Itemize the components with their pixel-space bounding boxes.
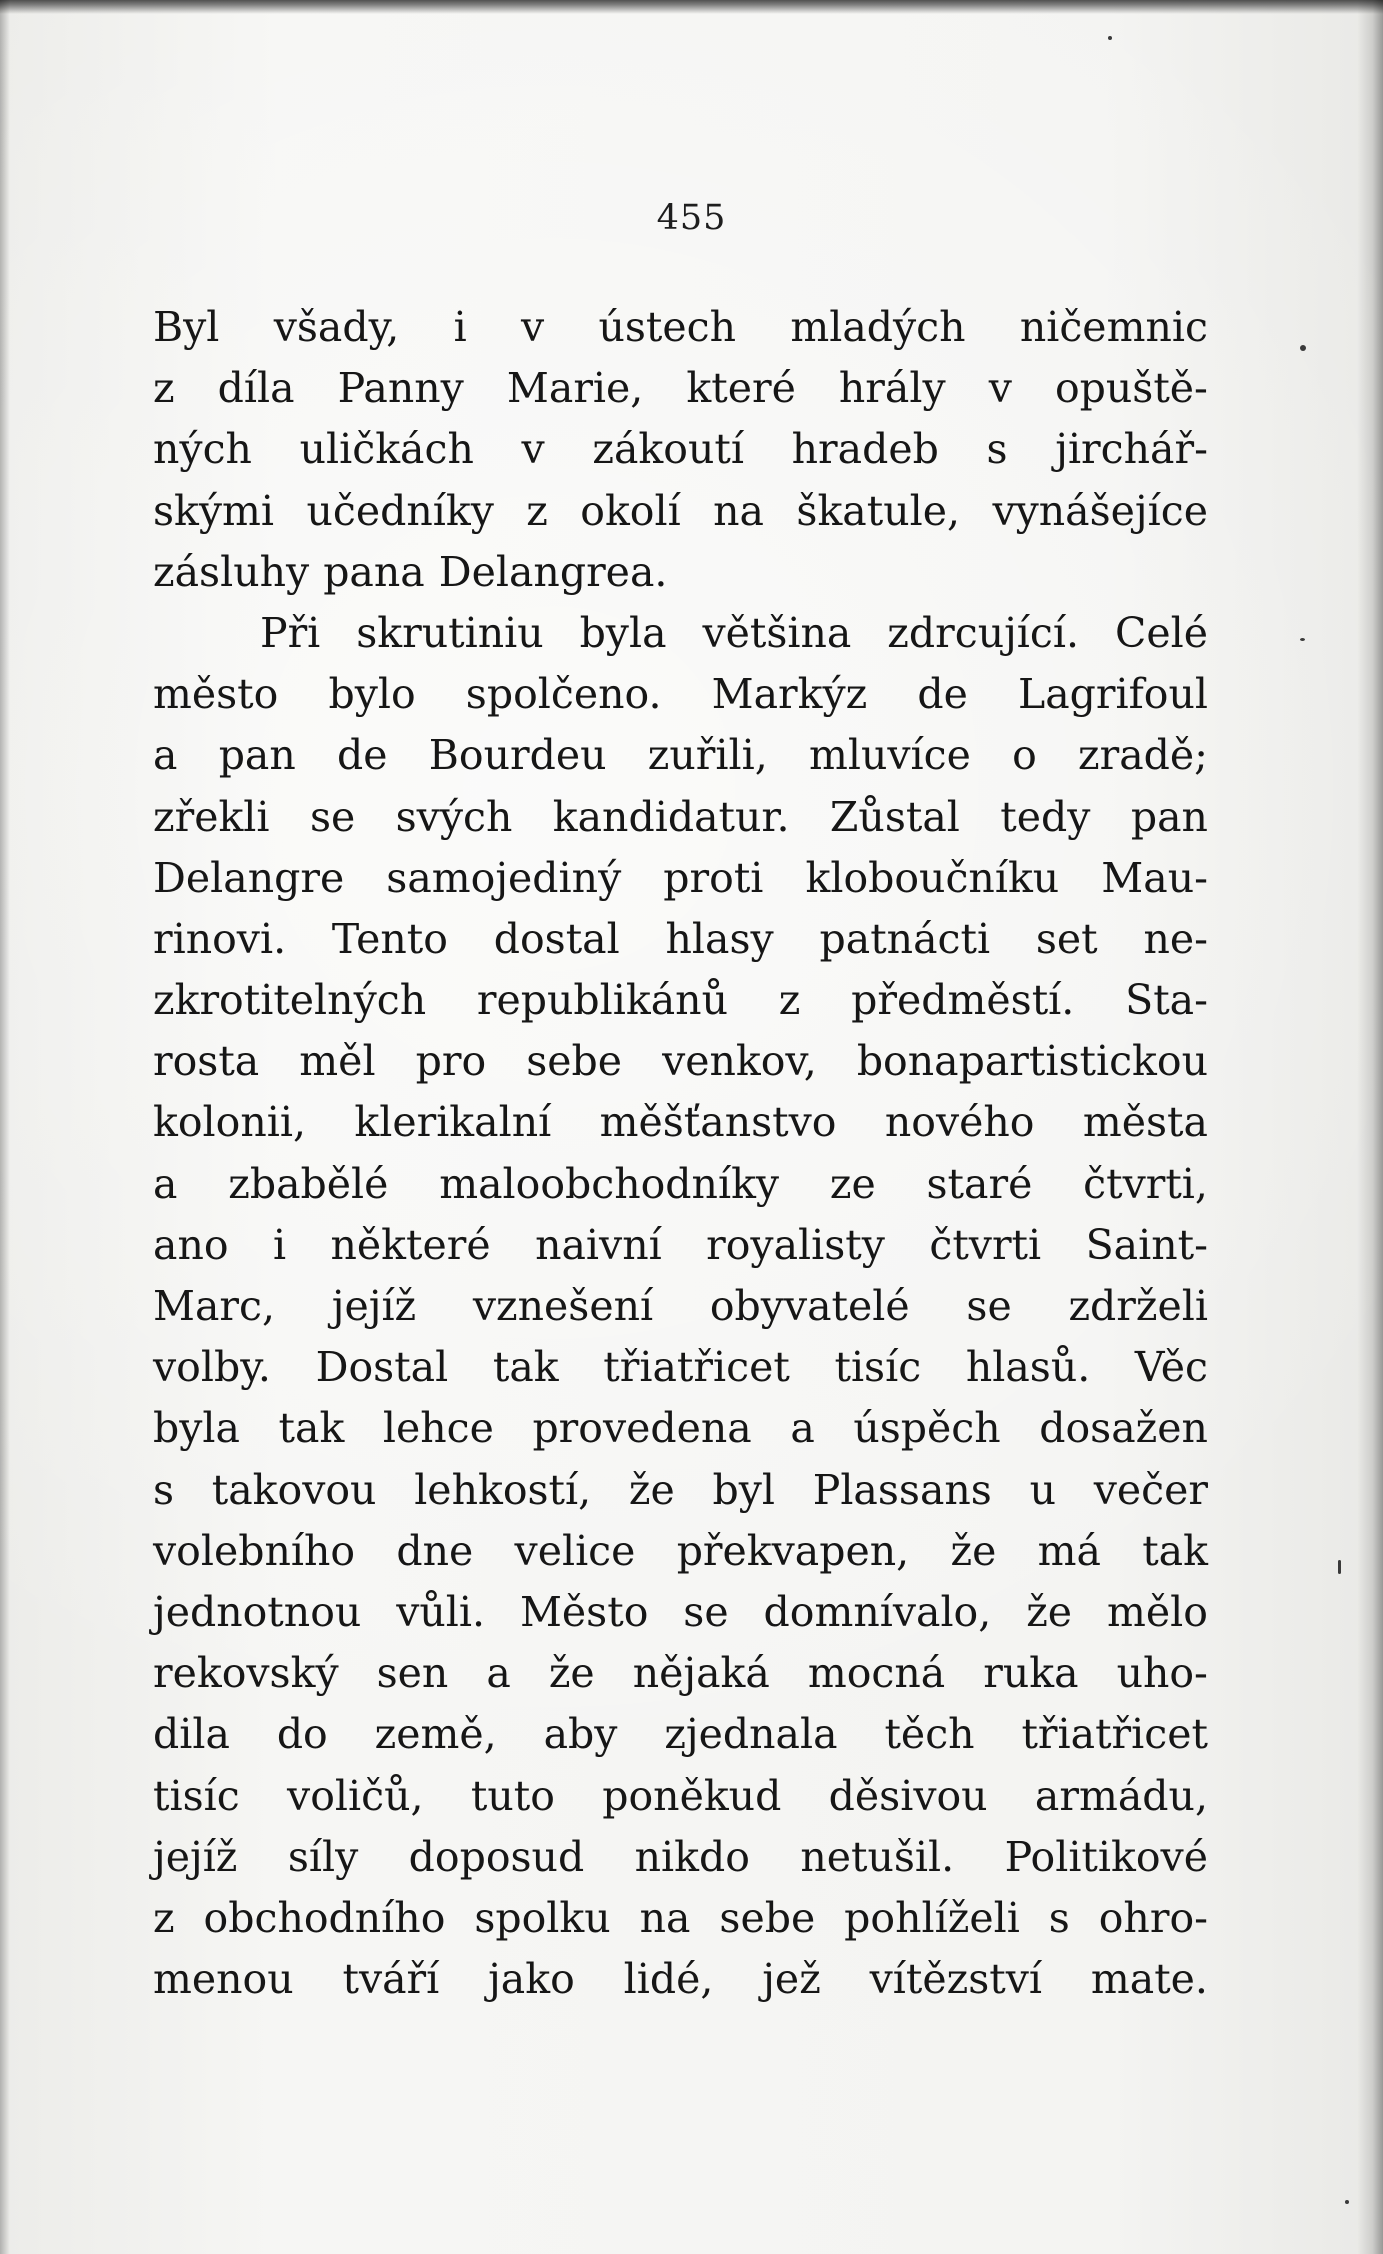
word: hlasů. bbox=[965, 1343, 1091, 1392]
word: zjednala bbox=[664, 1710, 838, 1759]
scan-speck bbox=[1300, 345, 1306, 351]
word: uličkách bbox=[299, 425, 474, 474]
word: ničemnic bbox=[1019, 303, 1208, 351]
word: tak bbox=[1142, 1526, 1208, 1575]
text-line bbox=[153, 1276, 1208, 1337]
word: okolí bbox=[580, 486, 681, 535]
word: hrály bbox=[838, 364, 946, 413]
word: zákoutí bbox=[592, 425, 744, 474]
word: i bbox=[453, 303, 467, 351]
word: doposud bbox=[408, 1832, 585, 1881]
word: tedy bbox=[1000, 792, 1091, 841]
word: spolku bbox=[474, 1893, 611, 1942]
word: set bbox=[1035, 914, 1098, 963]
text-line bbox=[153, 1521, 1208, 1582]
text-line bbox=[153, 1460, 1208, 1521]
word: rinovi. bbox=[153, 914, 287, 963]
word: Celé bbox=[1114, 608, 1208, 657]
word: Dostal bbox=[315, 1343, 449, 1392]
word: díla bbox=[217, 364, 295, 413]
word: Zůstal bbox=[829, 792, 960, 841]
word: dostal bbox=[493, 914, 620, 963]
word: maloobchodníky bbox=[439, 1159, 780, 1208]
word: pan bbox=[218, 731, 296, 780]
word: dne bbox=[396, 1526, 474, 1575]
word: sebe bbox=[526, 1037, 623, 1086]
word: Věc bbox=[1134, 1343, 1208, 1392]
word: ných bbox=[153, 425, 252, 474]
word: aby bbox=[543, 1710, 618, 1759]
word: a bbox=[153, 731, 178, 780]
word: večer bbox=[1093, 1465, 1208, 1514]
word: o bbox=[1012, 731, 1037, 780]
page-right-edge-shadow bbox=[1357, 0, 1383, 2254]
word: Město bbox=[519, 1587, 649, 1636]
word: jako bbox=[488, 1955, 575, 2004]
word: nikdo bbox=[634, 1832, 750, 1881]
word: většina bbox=[702, 608, 852, 657]
word: zdrcující. bbox=[887, 608, 1080, 657]
text-line bbox=[153, 664, 1208, 725]
word: tak bbox=[278, 1404, 345, 1453]
word: překvapen, bbox=[676, 1526, 910, 1575]
word: v bbox=[988, 364, 1012, 413]
word: že bbox=[950, 1526, 997, 1575]
word: pro bbox=[415, 1037, 487, 1086]
word: de bbox=[917, 670, 968, 719]
word: byl bbox=[712, 1465, 776, 1514]
word: zuřili, bbox=[647, 731, 768, 780]
word: ústech bbox=[598, 303, 737, 351]
word: s bbox=[153, 1465, 175, 1514]
word: tisíc bbox=[834, 1343, 922, 1392]
word: třiatřicet bbox=[1021, 1710, 1208, 1759]
word: Delangre bbox=[153, 853, 345, 902]
word: do bbox=[276, 1710, 328, 1759]
word: u bbox=[1029, 1465, 1056, 1514]
word: má bbox=[1037, 1526, 1101, 1575]
word: naivní bbox=[535, 1220, 662, 1269]
word: se bbox=[683, 1587, 729, 1636]
word: tváří bbox=[342, 1955, 440, 2004]
text-line bbox=[153, 419, 1208, 480]
word: pan bbox=[1130, 792, 1208, 841]
word: nějaká bbox=[632, 1649, 770, 1698]
word: na bbox=[713, 486, 764, 535]
text-line bbox=[153, 909, 1208, 970]
word: netušil. bbox=[800, 1832, 955, 1881]
word: vůli. bbox=[396, 1587, 486, 1636]
word: obchodního bbox=[203, 1893, 446, 1942]
word: města bbox=[1082, 1098, 1208, 1147]
text-line bbox=[153, 358, 1208, 419]
word: domnívalo, bbox=[763, 1587, 992, 1636]
word: sen bbox=[376, 1649, 449, 1698]
word: lehce bbox=[382, 1404, 494, 1453]
text-line bbox=[153, 787, 1208, 848]
word: jež bbox=[762, 1955, 821, 2004]
word: čtvrti, bbox=[1083, 1159, 1208, 1208]
word: mělo bbox=[1106, 1587, 1208, 1636]
word: Delangrea. bbox=[438, 547, 668, 596]
word: klerikalní bbox=[354, 1098, 552, 1147]
word: velice bbox=[514, 1526, 636, 1575]
text-line bbox=[153, 1766, 1208, 1827]
word: těch bbox=[884, 1710, 975, 1759]
word: země, bbox=[374, 1710, 497, 1759]
word: voličů, bbox=[287, 1771, 424, 1820]
word: dila bbox=[153, 1710, 230, 1759]
word: zdrželi bbox=[1068, 1282, 1208, 1330]
word: ohro- bbox=[1098, 1893, 1208, 1942]
word: ze bbox=[829, 1159, 876, 1208]
word: vítězství bbox=[869, 1955, 1043, 2004]
text-line bbox=[153, 970, 1208, 1031]
word: skými bbox=[153, 486, 275, 535]
word: Panny bbox=[337, 364, 464, 413]
word: de bbox=[337, 731, 388, 780]
text-line bbox=[153, 1215, 1208, 1276]
word: Byl bbox=[153, 303, 220, 351]
word: opuště- bbox=[1054, 364, 1208, 413]
word: pana bbox=[323, 547, 425, 596]
word: nového bbox=[884, 1098, 1035, 1147]
word: z bbox=[526, 486, 548, 535]
text-line bbox=[153, 1827, 1208, 1888]
word: Marc, bbox=[153, 1282, 276, 1330]
word: kandidatur. bbox=[552, 792, 790, 841]
word: Sta- bbox=[1125, 976, 1208, 1025]
page-top-edge-shadow bbox=[0, 0, 1383, 14]
scan-speck bbox=[1345, 2200, 1349, 2204]
word: Tento bbox=[331, 914, 448, 963]
word: Markýz bbox=[711, 670, 868, 719]
scan-speck bbox=[1338, 1560, 1341, 1574]
word: i bbox=[272, 1220, 287, 1269]
word: rekovský bbox=[153, 1649, 339, 1698]
word: mate. bbox=[1090, 1955, 1208, 2004]
word: se bbox=[966, 1282, 1012, 1330]
word: rosta bbox=[153, 1037, 260, 1086]
word: síly bbox=[287, 1832, 359, 1881]
word: jejíž bbox=[331, 1282, 417, 1330]
word: zásluhy bbox=[153, 547, 310, 596]
word: Mau- bbox=[1101, 853, 1208, 902]
word: Marie, bbox=[506, 364, 644, 413]
word: provedena bbox=[532, 1404, 752, 1453]
text-line bbox=[153, 1949, 1208, 2010]
word: ruka bbox=[983, 1649, 1079, 1698]
word: že bbox=[628, 1465, 675, 1514]
word: takovou bbox=[211, 1465, 377, 1514]
word: tisíc bbox=[153, 1771, 240, 1820]
word: spolčeno. bbox=[465, 670, 662, 719]
word: s bbox=[986, 425, 1008, 474]
text-line bbox=[153, 1398, 1208, 1459]
text-line bbox=[153, 1643, 1208, 1704]
word: ano bbox=[153, 1220, 229, 1269]
word: děsivou bbox=[828, 1771, 988, 1820]
word: kolonii, bbox=[153, 1098, 306, 1147]
word: staré bbox=[926, 1159, 1033, 1208]
word: obyvatelé bbox=[709, 1282, 910, 1330]
word: Bourdeu bbox=[428, 731, 607, 780]
word: byla bbox=[579, 608, 667, 657]
text-line bbox=[153, 1154, 1208, 1215]
word: mladých bbox=[790, 303, 966, 351]
word: skrutiniu bbox=[356, 608, 544, 657]
word: zřekli bbox=[153, 792, 270, 841]
text-line bbox=[153, 848, 1208, 909]
word: vynášejíce bbox=[992, 486, 1208, 535]
text-line bbox=[153, 1582, 1208, 1643]
word: měšťanstvo bbox=[599, 1098, 837, 1147]
word: lehkostí, bbox=[414, 1465, 592, 1514]
word: škatule, bbox=[796, 486, 961, 535]
text-line bbox=[153, 1031, 1208, 1092]
word: menou bbox=[153, 1955, 294, 2004]
word: z bbox=[778, 976, 801, 1025]
word: proti bbox=[663, 853, 764, 902]
word: s bbox=[1048, 1893, 1070, 1942]
word: mluvíce bbox=[808, 731, 971, 780]
word: bylo bbox=[328, 670, 416, 719]
word: některé bbox=[330, 1220, 491, 1269]
word: sebe bbox=[719, 1893, 816, 1942]
word: samojediný bbox=[386, 853, 622, 902]
word: pohlíželi bbox=[844, 1893, 1020, 1942]
word: a bbox=[486, 1649, 511, 1698]
word: Při bbox=[260, 608, 321, 657]
word: patnácti bbox=[819, 914, 991, 963]
word: venkov, bbox=[662, 1037, 817, 1086]
word: mocná bbox=[807, 1649, 946, 1698]
text-line bbox=[153, 1704, 1208, 1765]
text-line bbox=[153, 1888, 1208, 1949]
word: zbabělé bbox=[228, 1159, 389, 1208]
word: třiatřicet bbox=[603, 1343, 790, 1392]
text-line bbox=[153, 542, 1208, 603]
word: tuto bbox=[470, 1771, 555, 1820]
text-line bbox=[153, 603, 1208, 664]
page-left-edge-shadow bbox=[0, 0, 10, 2254]
word: Saint- bbox=[1085, 1220, 1208, 1269]
word: že bbox=[1026, 1587, 1073, 1636]
body-text bbox=[153, 297, 1208, 2010]
word: volebního bbox=[153, 1526, 356, 1575]
word: čtvrti bbox=[929, 1220, 1042, 1269]
word: a bbox=[153, 1159, 178, 1208]
word: zradě; bbox=[1078, 731, 1208, 780]
word: město bbox=[153, 670, 279, 719]
word: Lagrifoul bbox=[1017, 670, 1208, 719]
word: ne- bbox=[1143, 914, 1208, 963]
word: armádu, bbox=[1034, 1771, 1208, 1820]
word: bonapartistickou bbox=[856, 1037, 1208, 1086]
word: poněkud bbox=[602, 1771, 782, 1820]
word: byla bbox=[153, 1404, 240, 1453]
word: volby. bbox=[153, 1343, 271, 1392]
word: zkrotitelných bbox=[153, 976, 427, 1025]
text-line bbox=[153, 1337, 1208, 1398]
word: uho- bbox=[1116, 1649, 1208, 1698]
word: jejíž bbox=[153, 1832, 238, 1881]
word: předměstí. bbox=[851, 976, 1075, 1025]
word: jednotnou bbox=[153, 1587, 362, 1636]
word: republikánů bbox=[476, 976, 728, 1025]
word: royalisty bbox=[706, 1220, 885, 1269]
word: z bbox=[153, 1893, 175, 1942]
text-line bbox=[153, 481, 1208, 542]
text-line bbox=[153, 1092, 1208, 1153]
word: všady, bbox=[273, 303, 400, 351]
word: tak bbox=[492, 1343, 559, 1392]
word: svých bbox=[395, 792, 513, 841]
word: které bbox=[686, 364, 796, 413]
word: lidé, bbox=[623, 1955, 714, 2004]
word: že bbox=[548, 1649, 595, 1698]
word: měl bbox=[299, 1037, 376, 1086]
text-line bbox=[153, 297, 1208, 358]
word: v bbox=[521, 425, 545, 474]
text-line bbox=[153, 725, 1208, 786]
word: Plassans bbox=[812, 1465, 992, 1514]
word: na bbox=[639, 1893, 691, 1942]
word: hlasy bbox=[665, 914, 774, 963]
word: úspěch bbox=[853, 1404, 1001, 1453]
word: dosažen bbox=[1039, 1404, 1208, 1453]
word: v bbox=[521, 303, 545, 351]
scan-speck bbox=[1300, 638, 1305, 641]
word: kloboučníku bbox=[805, 853, 1060, 902]
word: a bbox=[790, 1404, 815, 1453]
word: hradeb bbox=[791, 425, 939, 474]
page-number: 455 bbox=[656, 198, 727, 238]
word: Politikové bbox=[1004, 1832, 1208, 1881]
scan-speck bbox=[1108, 36, 1112, 40]
word: jirchář- bbox=[1055, 425, 1208, 474]
word: z bbox=[153, 364, 175, 413]
word: vznešení bbox=[472, 1282, 654, 1330]
word: se bbox=[309, 792, 356, 841]
word: učedníky bbox=[306, 486, 494, 535]
